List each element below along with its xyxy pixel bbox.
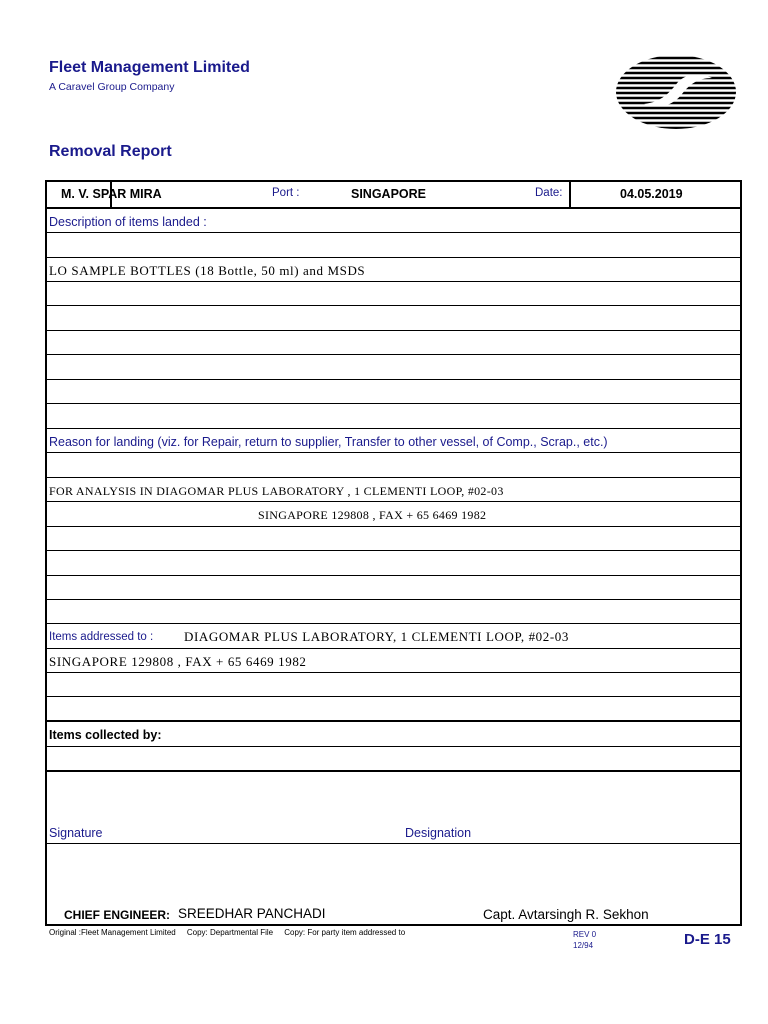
caravel-logo-icon (614, 52, 738, 132)
reason-line-2: SINGAPORE 129808 , FAX + 65 6469 1982 (258, 508, 487, 522)
form-frame (45, 180, 742, 926)
reason-line-1: FOR ANALYSIS IN DIAGOMAR PLUS LABORATORY , 1 CLEMENTI LOOP, #02-03 (49, 484, 504, 498)
revision-date: 12/94 (573, 941, 594, 950)
addressed-line-1: DIAGOMAR PLUS LABORATORY, 1 CLEMENTI LOOP, #02-03 (184, 629, 570, 644)
collected-label: Items collected by: (49, 728, 162, 742)
date-label: Date: (535, 187, 563, 199)
addressed-label: Items addressed to : (49, 631, 154, 643)
captain-name: Capt. Avtarsingh R. Sekhon (483, 907, 649, 922)
revision: REV 0 (573, 930, 597, 939)
chief-engineer-label: CHIEF ENGINEER: (64, 908, 171, 922)
date-value: 04.05.2019 (620, 187, 683, 201)
description-line: LO SAMPLE BOTTLES (18 Bottle, 50 ml) and MSDS (49, 263, 366, 278)
report-title: Removal Report (49, 143, 172, 160)
copy-distribution: Original :Fleet Management Limited Copy: Departmental File Copy: For party item addressed to (49, 928, 406, 937)
company-name: Fleet Management Limited (49, 59, 250, 76)
company-subtitle: A Caravel Group Company (49, 81, 175, 93)
chief-engineer-name: SREEDHAR PANCHADI (178, 906, 326, 921)
description-label: Description of items landed : (49, 215, 207, 229)
addressed-line-2: SINGAPORE 129808 , FAX + 65 6469 1982 (49, 654, 307, 669)
vessel-name: M. V. SPAR MIRA (61, 187, 162, 201)
form-code: D-E 15 (684, 931, 731, 948)
designation-label: Designation (405, 826, 472, 840)
signature-label: Signature (49, 826, 103, 840)
port-value: SINGAPORE (351, 187, 427, 201)
port-label: Port : (272, 187, 300, 199)
reason-label: Reason for landing (viz. for Repair, return to supplier, Transfer to other vessel, of Comp., Scrap., etc.) (49, 435, 608, 449)
